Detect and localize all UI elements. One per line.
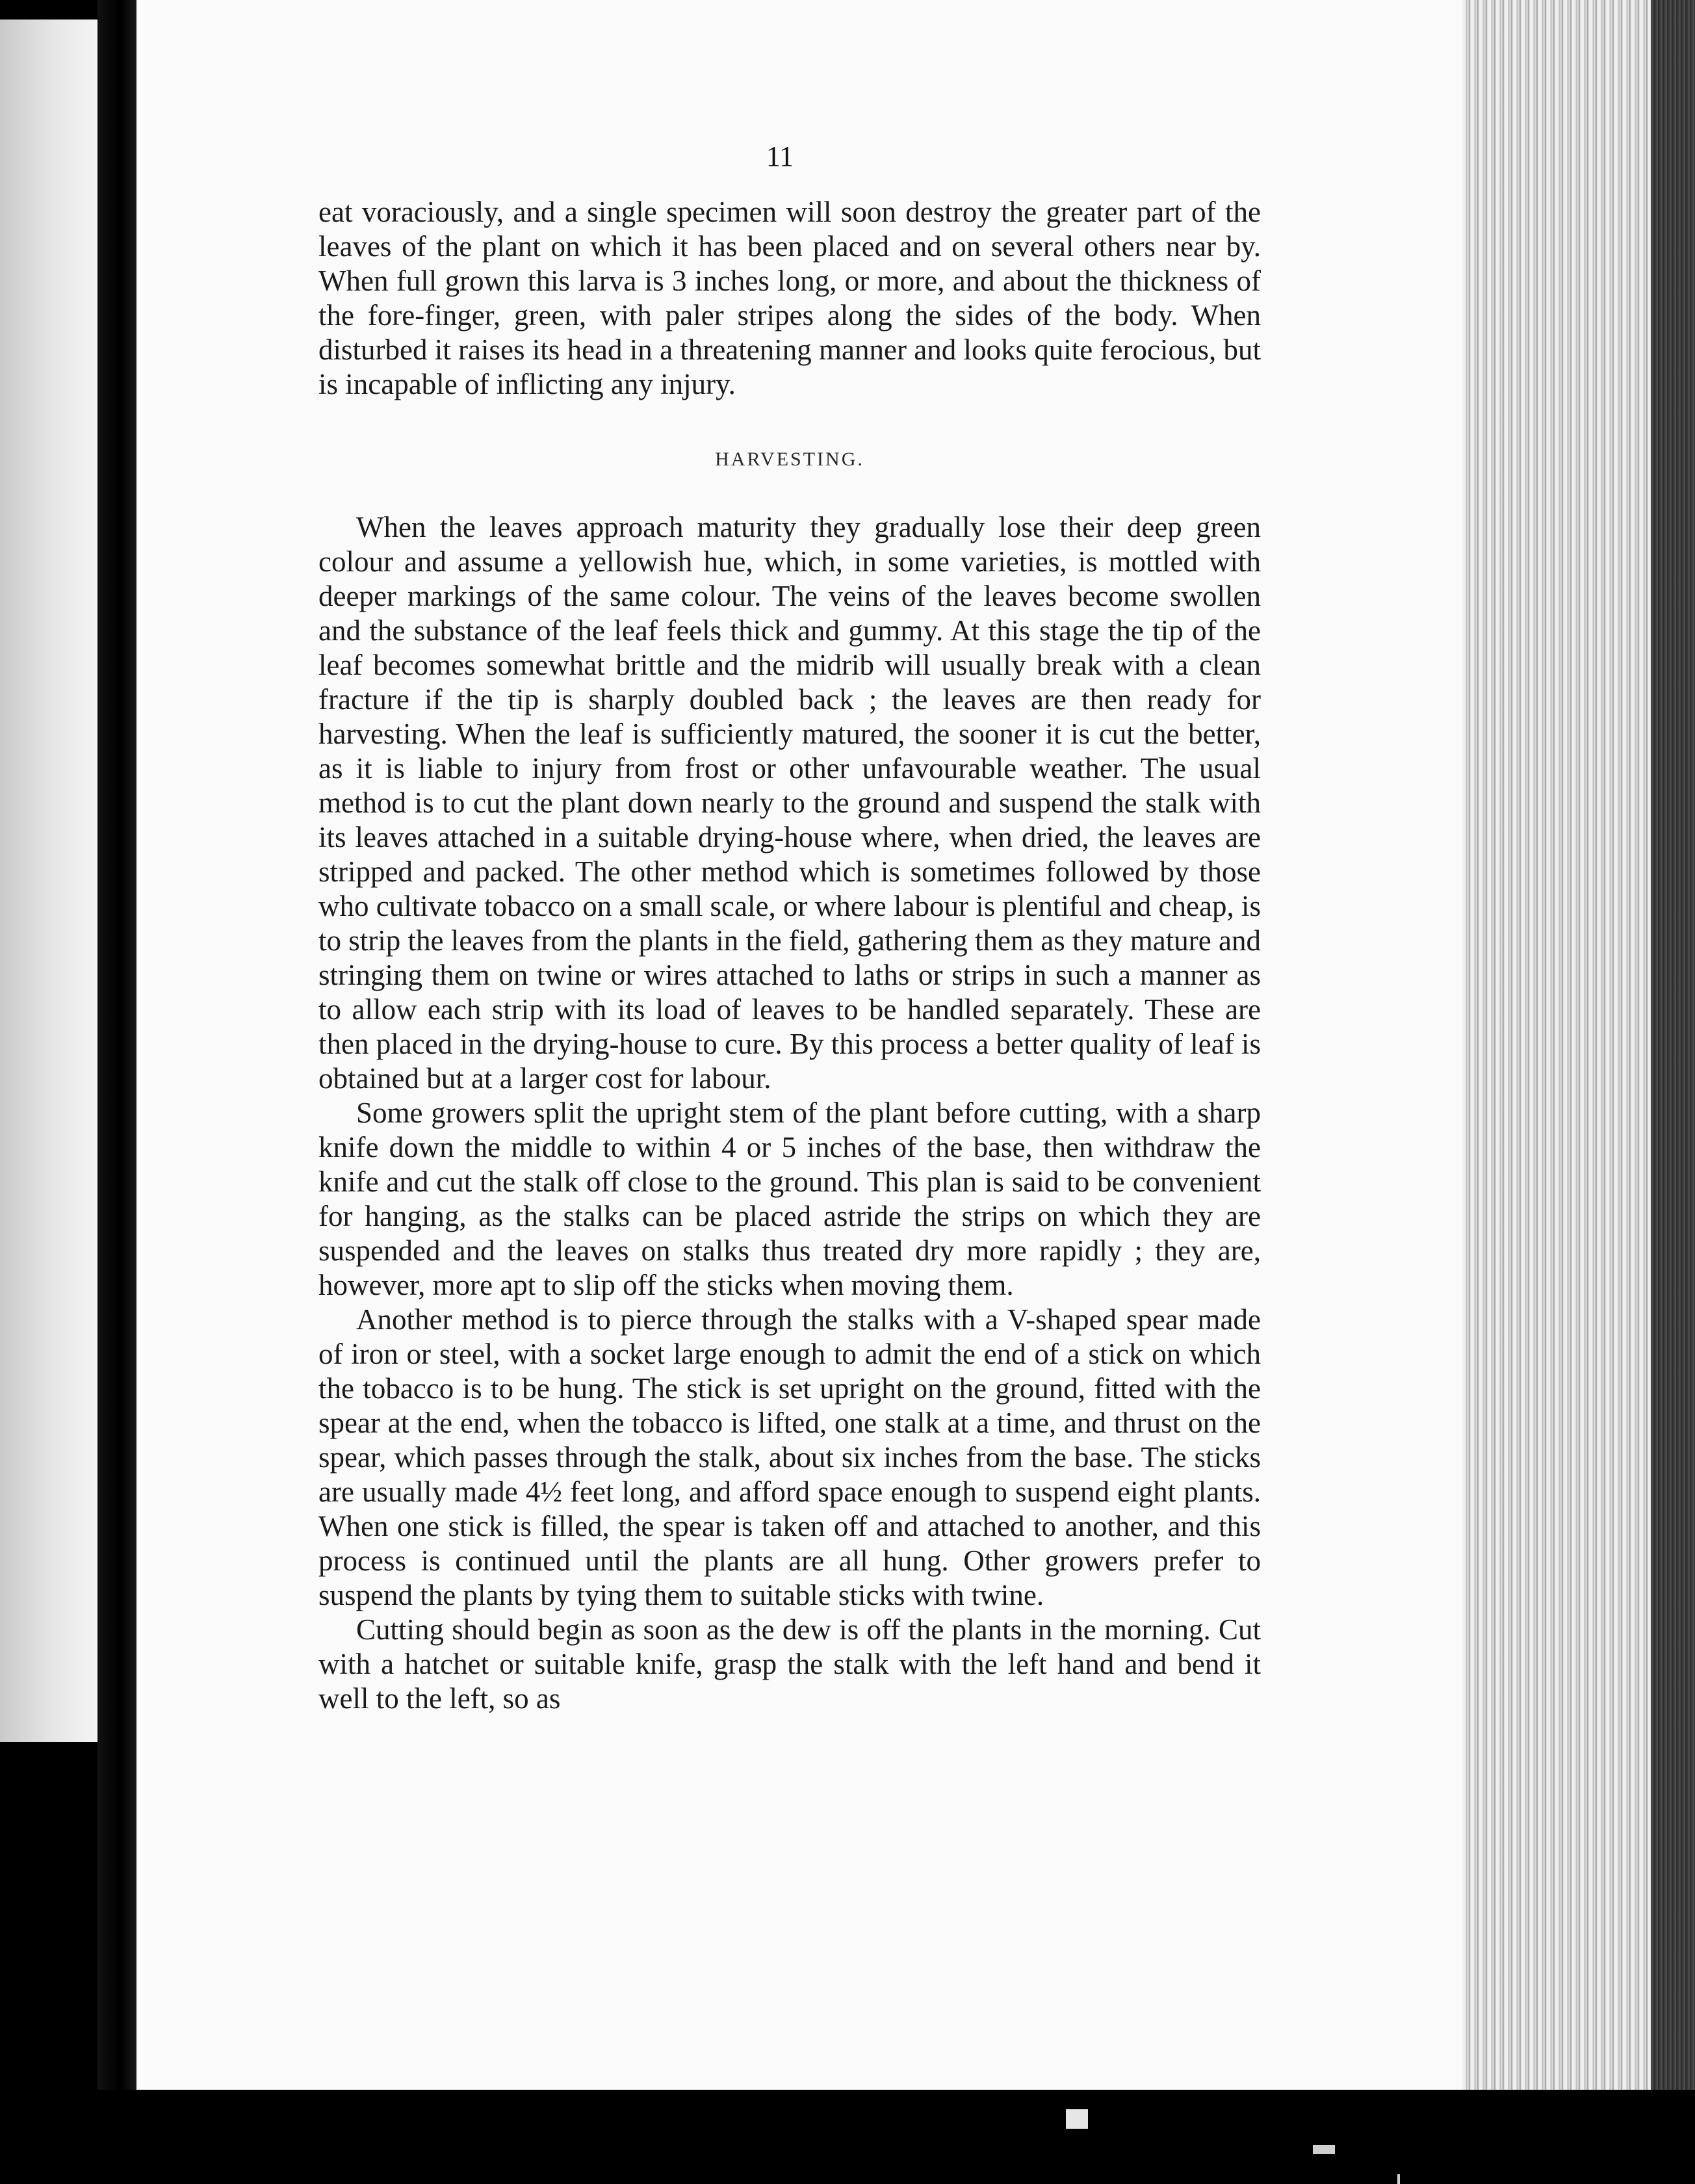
scan-artifact [1066,2109,1088,2129]
page-number: 11 [766,140,794,172]
body-text [318,195,1261,1716]
paragraph: eat voraciously, and a single specimen will soon destroy the greater part of the leaves of the plant on which it has been placed and on several others near by. When full grown this larva is 3 inches long, or more, and about the thickness of the fore-finger, green, with paler stripes along the sides of the body. When disturbed it raises its head in a threatening manner and looks quite ferocious, but is incapable of inflicting any injury. [318,196,1261,400]
section-heading: HARVESTING. [715,448,864,470]
scan-artifact [1313,2145,1335,2154]
book-gutter [97,0,136,2106]
left-page-margin [0,20,97,1742]
paragraph: When the leaves approach maturity they gradually lose their deep green colour and assume a yellowish hue, which, in some varieties, is mottled with deeper markings of the same colour. The veins of the leaves become swollen and the substance of the leaf feels thick and gummy. At this stage the tip of the leaf becomes somewhat brittle and the midrib will usually break with a clean fracture if the tip is sharply doubled back ; the leaves are then ready for harvesting. When the leaf is sufficiently matured, the sooner it is cut the better, as it is liable to injury from frost or other unfavourable weather. The usual method is to cut the plant down nearly to the ground and suspend the stalk with its leaves attached in a suitable drying-house where, when dried, the leaves are stripped and packed. The other method which is sometimes followed by those who cultivate tobacco on a small scale, or where labour is plentiful and cheap, is to strip the leaves from the plants in the field, gathering them as they mature and stringing them on twine or wires attached to laths or strips in such a manner as to allow each strip with its load of leaves to be handled separately. These are then placed in the drying-house to cure. By this process a better quality of leaf is obtained but at a larger cost for labour. [318,511,1261,1095]
paragraph: Another method is to pierce through the stalks with a V-shaped spear made of iron or steel, with a socket large enough to admit the end of a stick on which the tobacco is to be hung. The stick is set upright on the ground, fitted with the spear at the end, when the tobacco is lifted, one stalk at a time, and thrust on the spear, which passes through the stalk, about six inches from the base. The sticks are usually made 4½ feet long, and afford space enough to suspend eight plants. When one stick is filled, the spear is taken off and attached to another, and this process is continued until the plants are all hung. Other growers prefer to suspend the plants by tying them to suitable sticks with twine. [318,1303,1261,1611]
paragraph: Cutting should begin as soon as the dew is off the plants in the morning. Cut with a hatchet or suitable knife, grasp the stalk with the left hand and bend it well to the left, so as [318,1613,1261,1715]
background-bottom [0,2090,1695,2184]
book-cover-edge [1651,0,1695,2100]
paragraph: Some growers split the upright stem of the plant before cutting, with a sharp knife down the middle to within 4 or 5 inches of the base, then withdraw the knife and cut the stalk off close to the ground. This plan is said to be convenient for hanging, as the stalks can be placed astride the strips on which they are suspended and the leaves on stalks thus treated dry more rapidly ; they are, however, more apt to slip off the sticks when moving them. [318,1097,1261,1301]
scan-artifact [1397,2174,1400,2184]
